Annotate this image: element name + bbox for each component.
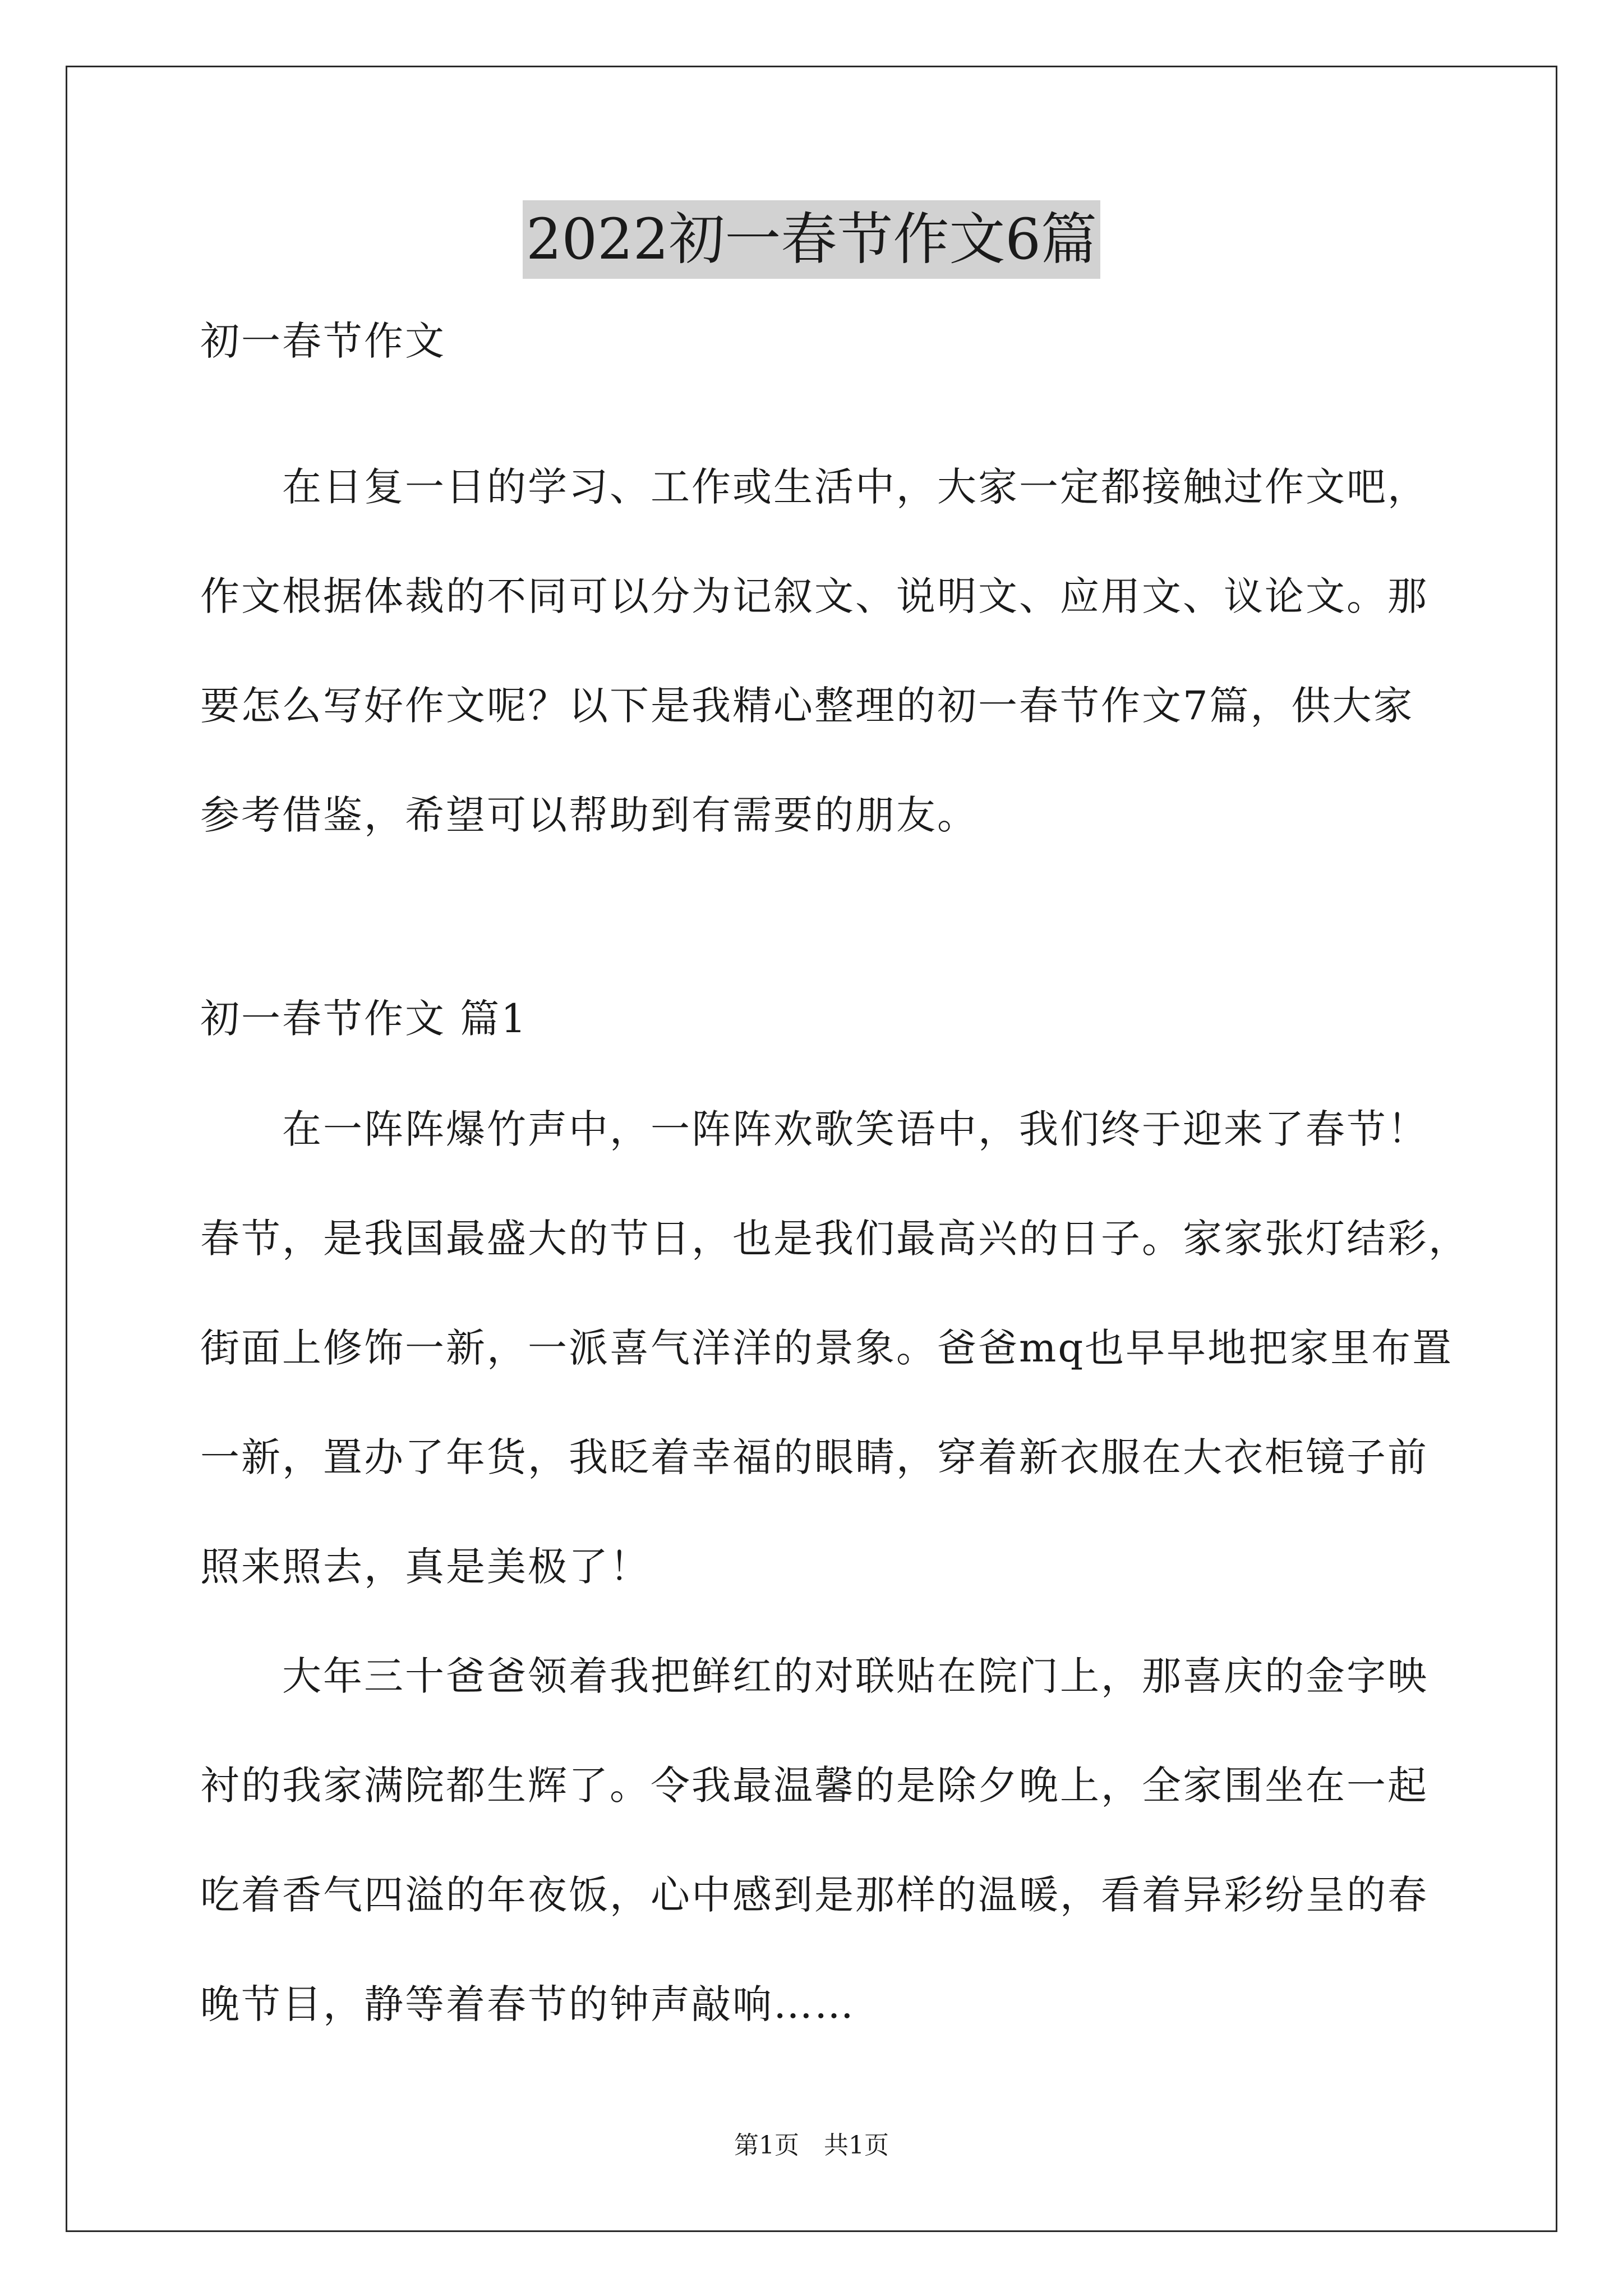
paragraph-line: 大年三十爸爸领着我把鲜红的对联贴在院门上，那喜庆的金字映	[200, 1653, 1428, 1699]
paragraph-line: 一新，置办了年货，我眨着幸福的眼睛，穿着新衣服在大衣柜镜子前	[200, 1434, 1428, 1480]
piece-heading: 初一春节作文 篇1	[200, 996, 528, 1042]
section-heading: 初一春节作文	[200, 318, 446, 364]
paragraph-line: 照来照去，真是美极了！	[200, 1544, 651, 1590]
intro-line: 参考借鉴，希望可以帮助到有需要的朋友。	[200, 792, 978, 838]
title-container	[0, 200, 1623, 279]
paragraph-line: 春节，是我国最盛大的节日，也是我们最高兴的日子。家家张灯结彩，	[200, 1216, 1469, 1262]
intro-line: 在日复一日的学习、工作或生活中，大家一定都接触过作文吧，	[200, 464, 1428, 510]
document-title: 2022初一春节作文6篇	[523, 200, 1100, 279]
intro-line: 要怎么写好作文呢？以下是我精心整理的初一春节作文7篇，供大家	[200, 683, 1414, 729]
page-footer: 第1页 共1页	[734, 2131, 889, 2160]
paragraph-line: 街面上修饰一新，一派喜气洋洋的景象。爸爸mq也早早地把家里布置	[200, 1325, 1454, 1371]
paragraph-line: 晚节目，静等着春节的钟声敲响……	[200, 1981, 855, 2027]
paragraph-line: 吃着香气四溢的年夜饭，心中感到是那样的温暖，看着异彩纷呈的春	[200, 1872, 1428, 1918]
paragraph-line: 衬的我家满院都生辉了。令我最温馨的是除夕晚上，全家围坐在一起	[200, 1763, 1428, 1809]
intro-line: 作文根据体裁的不同可以分为记叙文、说明文、应用文、议论文。那	[200, 573, 1428, 619]
paragraph-line: 在一阵阵爆竹声中，一阵阵欢歌笑语中，我们终于迎来了春节！	[200, 1106, 1428, 1152]
